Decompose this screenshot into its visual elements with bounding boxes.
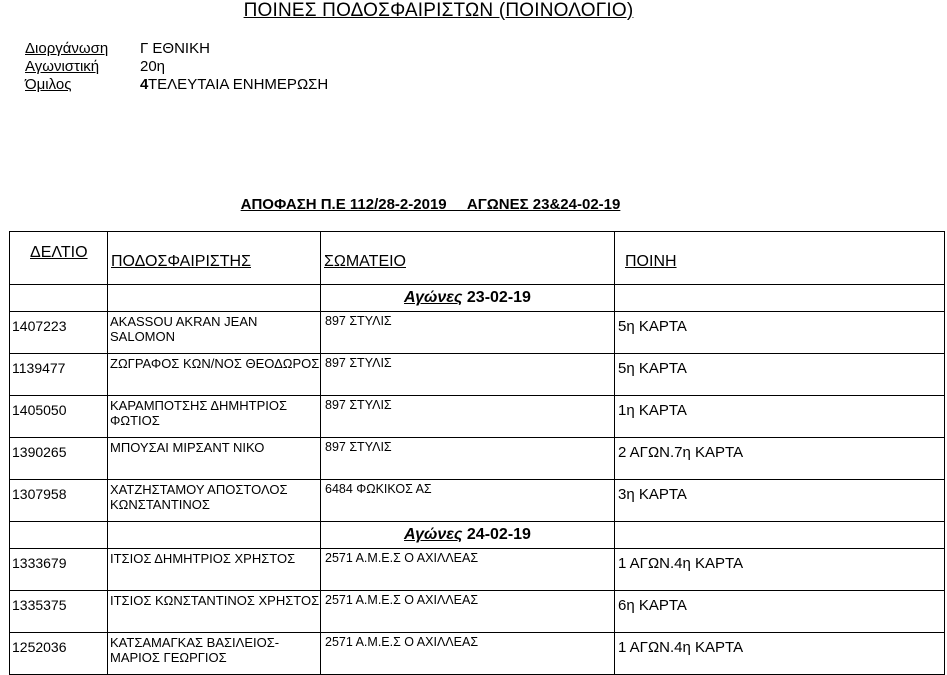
- meta-row-group: [25, 76, 328, 94]
- table-row: [10, 396, 945, 438]
- section-label: Αγώνες: [404, 289, 463, 306]
- deltio-cell: 1307958: [10, 480, 108, 522]
- header-label: ΔΕΛΤΙΟ: [30, 244, 88, 261]
- header-player: [108, 232, 321, 285]
- section-date: 23-02-19: [466, 289, 531, 306]
- player-cell: ΖΩΓΡΑΦΟΣ ΚΩΝ/ΝΟΣ ΘΕΟΔΩΡΟΣ: [108, 354, 321, 396]
- club-cell: 2571 Α.Μ.Ε.Σ Ο ΑΧΙΛΛΕΑΣ: [321, 633, 615, 675]
- club-cell: 897 ΣΤΥΛΙΣ: [321, 354, 615, 396]
- deltio-cell: 1390265: [10, 438, 108, 480]
- section-date: 24-02-19: [466, 526, 531, 543]
- meta-label: Όμιλος: [25, 76, 72, 93]
- section-empty-cell: [10, 285, 108, 312]
- deltio-cell: 1333679: [10, 549, 108, 591]
- player-cell: ΜΠΟΥΣΑΙ ΜΙΡΣΑΝΤ ΝΙΚΟ: [108, 438, 321, 480]
- deltio-cell: 1139477: [10, 354, 108, 396]
- club-cell: 897 ΣΤΥΛΙΣ: [321, 438, 615, 480]
- penalty-cell: 1 ΑΓΩΝ.4η ΚΑΡΤΑ: [615, 633, 945, 675]
- header-label: ΠΟΙΝΗ: [625, 253, 677, 270]
- section-label: Αγώνες: [404, 526, 463, 543]
- header-deltio: [10, 232, 108, 285]
- penalties-table: [9, 231, 945, 675]
- decision-heading: ΑΠΟΦΑΣΗ Π.Ε 112/28-2-2019 ΑΓΩΝΕΣ 23&24-02-19: [240, 196, 621, 213]
- player-cell: ΙΤΣΙΟΣ ΚΩΝΣΤΑΝΤΙΝΟΣ ΧΡΗΣΤΟΣ: [108, 591, 321, 633]
- section-empty-cell: [108, 285, 321, 312]
- club-cell: 6484 ΦΩΚΙΚΟΣ ΑΣ: [321, 480, 615, 522]
- table-header-row: [10, 232, 945, 285]
- club-cell: 2571 Α.Μ.Ε.Σ Ο ΑΧΙΛΛΕΑΣ: [321, 549, 615, 591]
- header-label: ΣΩΜΑΤΕΙΟ: [324, 253, 406, 270]
- section-row: [10, 522, 945, 549]
- player-cell: ΚΑΤΣΑΜΑΓΚΑΣ ΒΑΣΙΛΕΙΟΣ-ΜΑΡΙΟΣ ΓΕΩΡΓΙΟΣ: [108, 633, 321, 675]
- penalty-cell: 3η ΚΑΡΤΑ: [615, 480, 945, 522]
- club-cell: 897 ΣΤΥΛΙΣ: [321, 396, 615, 438]
- meta-label: Αγωνιστική: [25, 58, 100, 75]
- meta-extra: ΤΕΛΕΥΤΑΙΑ ΕΝΗΜΕΡΩΣΗ: [148, 76, 329, 93]
- section-label-cell: [321, 522, 615, 549]
- meta-row-round: [25, 58, 328, 76]
- deltio-cell: 1252036: [10, 633, 108, 675]
- header-label: ΠΟΔΟΣΦΑΙΡΙΣΤΗΣ: [111, 253, 251, 270]
- document-title: ΠΟΙΝΕΣ ΠΟΔΟΣΦΑΙΡΙΣΤΩΝ (ΠΟΙΝΟΛΟΓΙΟ): [243, 0, 634, 21]
- competition-info: [25, 40, 328, 94]
- deltio-cell: 1405050: [10, 396, 108, 438]
- player-cell: ΚΑΡΑΜΠΟΤΣΗΣ ΔΗΜΗΤΡΙΟΣ ΦΩΤΙΟΣ: [108, 396, 321, 438]
- penalty-cell: 1η ΚΑΡΤΑ: [615, 396, 945, 438]
- meta-row-competition: [25, 40, 328, 58]
- meta-value: Γ ΕΘΝΙΚΗ: [140, 40, 210, 57]
- header-penalty: [615, 232, 945, 285]
- table-row: [10, 354, 945, 396]
- deltio-cell: 1407223: [10, 312, 108, 354]
- section-empty-cell: [10, 522, 108, 549]
- player-cell: ΧΑΤΖΗΣΤΑΜΟΥ ΑΠΟΣΤΟΛΟΣ ΚΩΝΣΤΑΝΤΙΝΟΣ: [108, 480, 321, 522]
- table-row: [10, 633, 945, 675]
- section-label-cell: [321, 285, 615, 312]
- header-club: [321, 232, 615, 285]
- player-cell: ΙΤΣΙΟΣ ΔΗΜΗΤΡΙΟΣ ΧΡΗΣΤΟΣ: [108, 549, 321, 591]
- deltio-cell: 1335375: [10, 591, 108, 633]
- table-row: [10, 591, 945, 633]
- table-row: [10, 549, 945, 591]
- club-cell: 2571 Α.Μ.Ε.Σ Ο ΑΧΙΛΛΕΑΣ: [321, 591, 615, 633]
- section-empty-cell: [108, 522, 321, 549]
- penalty-cell: 6η ΚΑΡΤΑ: [615, 591, 945, 633]
- penalty-cell: 5η ΚΑΡΤΑ: [615, 312, 945, 354]
- penalty-cell: 1 ΑΓΩΝ.4η ΚΑΡΤΑ: [615, 549, 945, 591]
- section-row: [10, 285, 945, 312]
- meta-value: 4: [140, 76, 149, 93]
- meta-value: 20η: [140, 58, 166, 75]
- penalty-cell: 5η ΚΑΡΤΑ: [615, 354, 945, 396]
- table-row: [10, 480, 945, 522]
- player-cell: AKASSOU AKRAN JEAN SALOMON: [108, 312, 321, 354]
- section-empty-cell: [615, 285, 945, 312]
- section-empty-cell: [615, 522, 945, 549]
- club-cell: 897 ΣΤΥΛΙΣ: [321, 312, 615, 354]
- penalty-cell: 2 ΑΓΩΝ.7η ΚΑΡΤΑ: [615, 438, 945, 480]
- table-row: [10, 438, 945, 480]
- table-row: [10, 312, 945, 354]
- meta-label: Διοργάνωση: [25, 40, 109, 57]
